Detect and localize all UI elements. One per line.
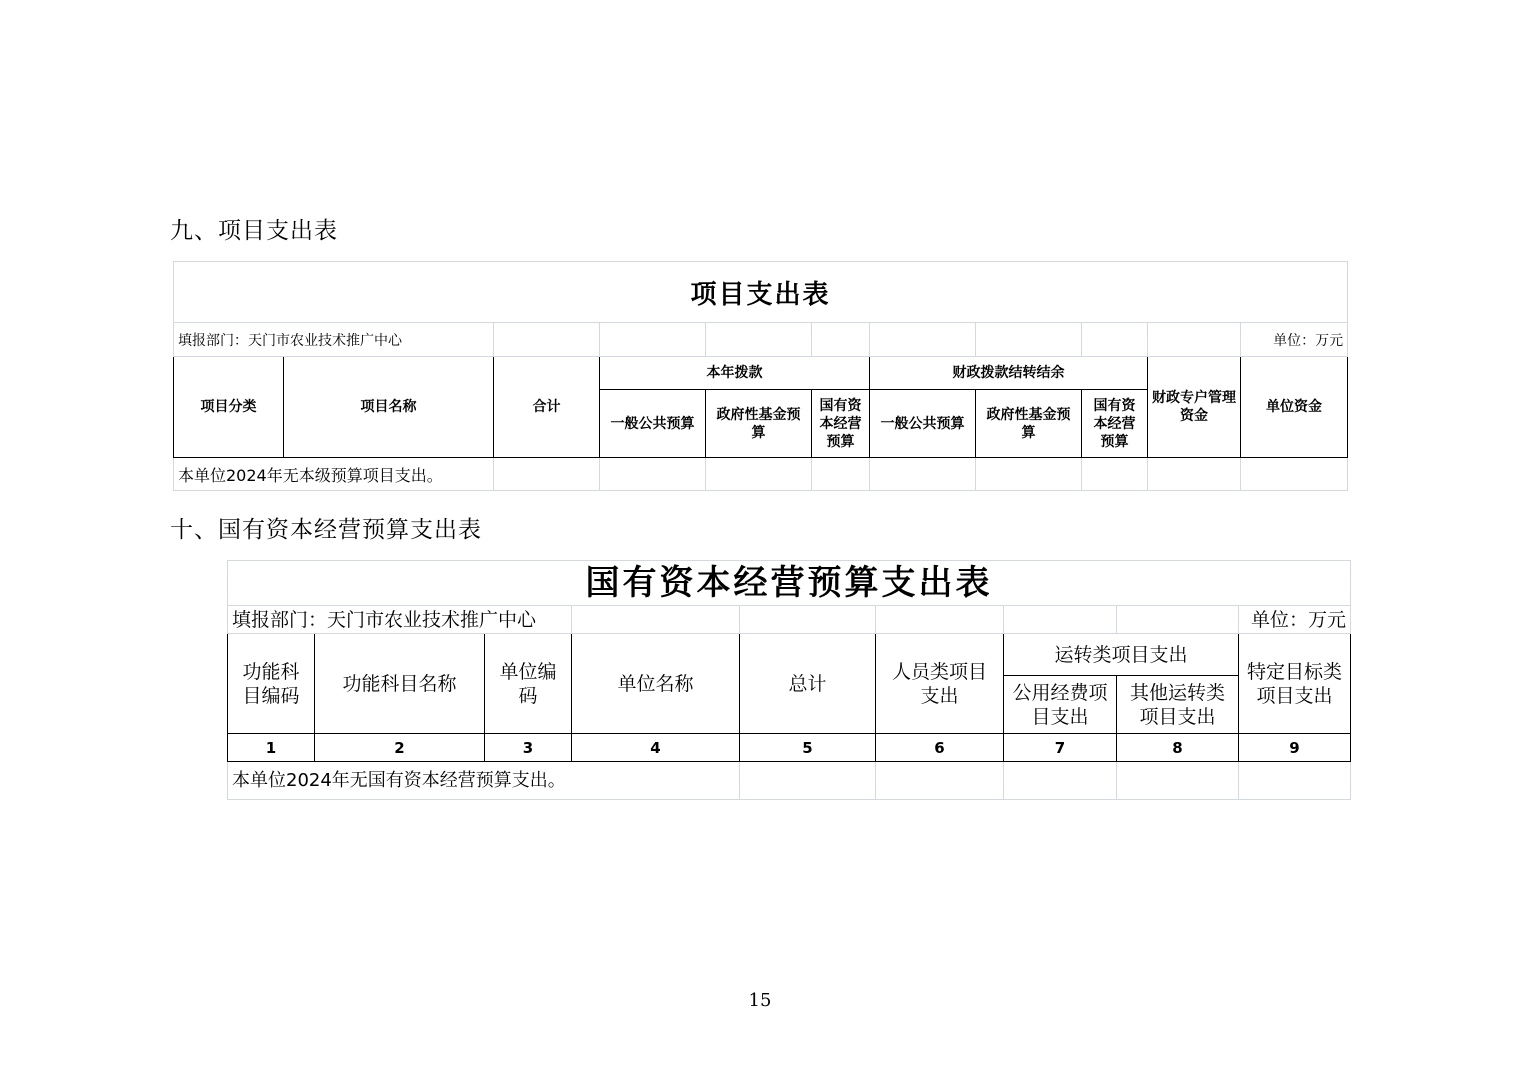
column-number: 9	[1239, 734, 1351, 762]
table2-unit: 单位：万元	[1239, 606, 1351, 634]
header-carryover: 财政拨款结转结余	[870, 357, 1148, 390]
header-current-gov-fund: 政府性基金预算	[706, 390, 812, 458]
header-unit-name: 单位名称	[572, 634, 740, 734]
header-specific-target: 特定目标类项目支出	[1239, 634, 1351, 734]
header-unit-code: 单位编码	[485, 634, 572, 734]
column-number: 5	[740, 734, 876, 762]
table2-department: 填报部门：天门市农业技术推广中心	[228, 606, 572, 634]
header-carry-general: 一般公共预算	[870, 390, 976, 458]
page-number: 15	[748, 990, 772, 1011]
header-project-name: 项目名称	[284, 357, 494, 458]
header-carry-state-capital: 国有资本经营预算	[1082, 390, 1148, 458]
table2-note: 本单位2024年无国有资本经营预算支出。	[228, 762, 740, 800]
header-category: 项目分类	[174, 357, 284, 458]
header-other-operational: 其他运转类项目支出	[1117, 676, 1239, 734]
header-current-year: 本年拨款	[600, 357, 870, 390]
header-current-state-capital: 国有资本经营预算	[812, 390, 870, 458]
header-public-funds: 公用经费项目支出	[1004, 676, 1117, 734]
header-total-2: 总计	[740, 634, 876, 734]
state-capital-expenditure-table	[227, 560, 1351, 800]
column-number: 1	[228, 734, 315, 762]
column-number: 3	[485, 734, 572, 762]
project-expenditure-table	[173, 261, 1348, 491]
table1-department: 填报部门：天门市农业技术推广中心	[174, 323, 494, 357]
header-func-name: 功能科目名称	[315, 634, 485, 734]
header-func-code: 功能科目编码	[228, 634, 315, 734]
section10-heading: 十、国有资本经营预算支出表	[170, 517, 482, 543]
section9-heading: 九、项目支出表	[170, 218, 338, 244]
table1-note: 本单位2024年无本级预算项目支出。	[174, 458, 494, 491]
header-operational: 运转类项目支出	[1004, 634, 1239, 676]
table2-title: 国有资本经营预算支出表	[228, 561, 1351, 606]
column-number: 2	[315, 734, 485, 762]
column-number: 4	[572, 734, 740, 762]
header-carry-gov-fund: 政府性基金预算	[976, 390, 1082, 458]
header-unit-funds: 单位资金	[1241, 357, 1348, 458]
column-number: 7	[1004, 734, 1117, 762]
header-current-general: 一般公共预算	[600, 390, 706, 458]
table1-title: 项目支出表	[174, 262, 1348, 323]
column-number: 6	[876, 734, 1004, 762]
header-special-account: 财政专户管理资金	[1148, 357, 1241, 458]
header-total: 合计	[494, 357, 600, 458]
header-personnel: 人员类项目支出	[876, 634, 1004, 734]
table1-unit: 单位：万元	[1241, 323, 1348, 357]
column-number: 8	[1117, 734, 1239, 762]
